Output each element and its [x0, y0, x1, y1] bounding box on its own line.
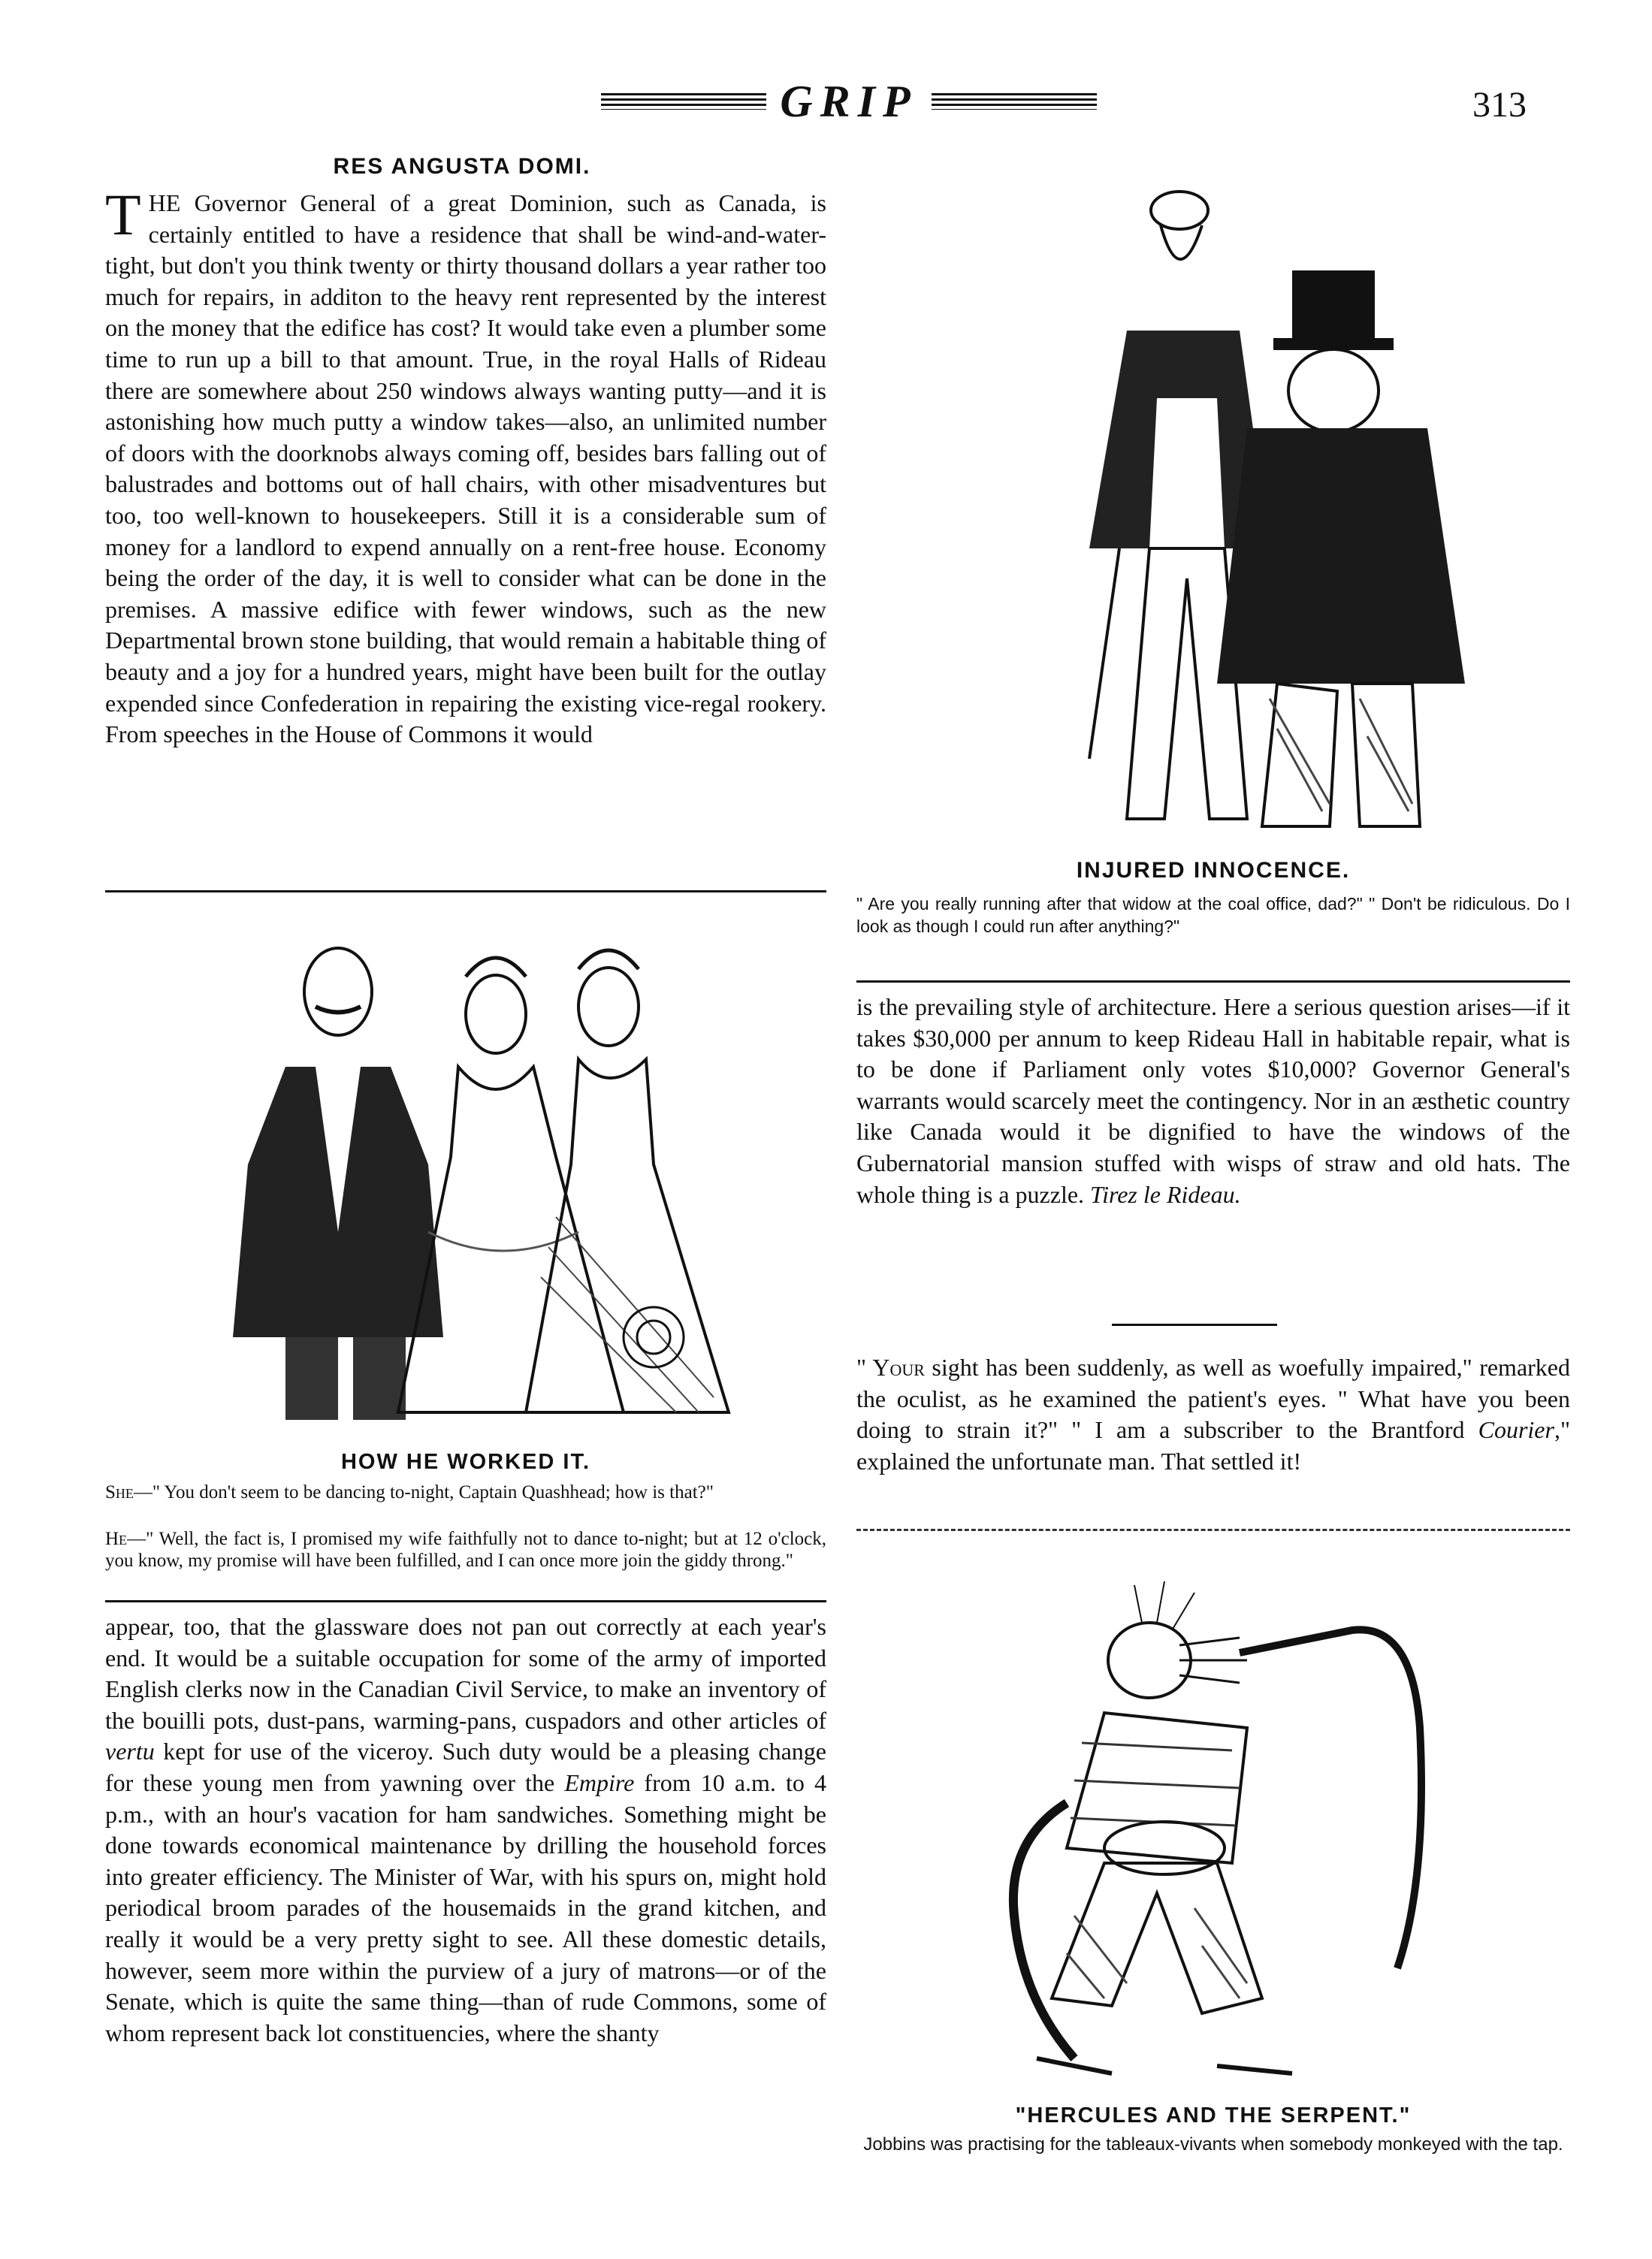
section-divider — [1112, 1324, 1277, 1326]
injured-innocence-caption: " Are you really running after that widow at the coal office, dad?" " Don't be ridiculous. Do I look as though I could run after anything?" — [856, 894, 1570, 936]
column-rule — [105, 890, 826, 892]
column-rule — [856, 980, 1570, 983]
empire-word: Empire — [564, 1768, 635, 1796]
article-para-1-text: HE Governor General of a great Dominion, such as Canada, is certainly entitled to have a residence that shall be wind-and-water-tight, but don't you think twenty or thirty thousand dollars a year rather too much for repairs, in additon to the heavy rent represented by the interest on the money that the edifice has cost? It would take even a plumber some time to run up a bill to that amount. True, in the royal Halls of Rideau there are somewhere about 250 windows always wanting putty—and it is astonishing how much putty a window takes—also, an unlimited number of doors with the doorknobs always coming off, besides bars falling out of balustrades and bottoms out of hall chairs, with other misadventures but too, too well-known to housekeepers. Still it is a considerable sum of money for a landlord to expend annually on a rent-free house. Economy being the order of the day, it is well to consider what can be done in the premises. A massive edifice with fewer windows, such as the new Departmental brown stone building, that would remain a habitable thing of beauty and a joy for a hundred years, might have been built for the outlay expended since Confederation in repairing the existing vice-regal rookery. From speeches in the House of Commons it would — [105, 189, 826, 748]
masthead-title: GRIP — [780, 76, 918, 126]
he-label: He — [105, 1529, 128, 1549]
how-he-worked-it-heading: HOW HE WORKED IT. — [340, 1450, 591, 1474]
article-heading: RES ANGUSTA DOMI. — [333, 154, 591, 179]
how-he-worked-it-he — [105, 1528, 826, 1572]
oculist-paragraph — [856, 1352, 1570, 1518]
injured-innocence-heading: INJURED INNOCENCE. — [1076, 858, 1351, 883]
oculist-tail: ," explained the unfortunate man. That settled it! — [856, 1416, 1570, 1475]
he-text: —" Well, the fact is, I promised my wife faithfully not to dance to-night; but at 12 o'clock, you know, my promise will have been fulfilled, and I can once more join the giddy throng." — [105, 1529, 826, 1571]
article-para-1 — [105, 188, 826, 871]
how-he-worked-it-she — [105, 1481, 826, 1503]
article-para-2b: kept for use of the viceroy. Such duty would be a pleasing change for these young men from yawning over the — [105, 1738, 826, 1796]
ballroom-drawing — [203, 917, 804, 1427]
column-rule — [105, 1600, 826, 1602]
column-rule — [856, 1529, 1570, 1531]
illustration-injured-innocence — [977, 158, 1518, 841]
hercules-heading: "HERCULES AND THE SERPENT." — [1015, 2103, 1412, 2128]
hercules-caption: Jobbins was practising for the tableaux-vivants when somebody monkeyed with the tap. — [863, 2134, 1563, 2155]
article-para-2a: appear, too, that the glassware does not pan out correctly at each year's end. It would be a suitable occupation for some of the army of imported English clerks now in the Canadian Civil Service, to make an inventory of the bouilli pots, dust-pans, warming-pans, cuspadors and other articles of — [105, 1613, 826, 1734]
masthead-rule-right — [932, 93, 1097, 110]
oculist-text: sight has been suddenly, as well as woefully impaired," remarked the oculist, as he examined the patient's eyes. " What have you been doing to strain it?" " I am a subscriber to the Brantford — [856, 1354, 1570, 1444]
page-number: 313 — [1472, 85, 1527, 125]
masthead-rule-left — [601, 93, 766, 110]
hercules-drawing — [992, 1578, 1518, 2096]
article-para-2 — [105, 1611, 826, 2175]
article-signoff: Tirez le Rideau. — [1090, 1180, 1241, 1208]
courier-word: Courier — [1478, 1416, 1554, 1444]
vertu-word: vertu — [105, 1738, 155, 1765]
oculist-lead: " Your — [856, 1354, 925, 1381]
drop-cap: T — [105, 188, 141, 247]
illustration-hercules — [992, 1578, 1518, 2096]
she-label: She — [105, 1482, 134, 1502]
article-para-3 — [856, 992, 1570, 1281]
illustration-how-he-worked-it — [203, 917, 804, 1427]
masthead — [601, 68, 1097, 135]
she-text: —" You don't seem to be dancing to-night, Captain Quashhead; how is that?" — [133, 1482, 714, 1502]
article-para-2c: from 10 a.m. to 4 p.m., with an hour's vacation for ham sandwiches. Something might be done towards economical maintenance by drilling the household forces into greater efficiency. The Minister of War, with his spurs on, might hold periodical broom parades of the housemaids in the grand kitchen, and really it would be a very pretty sight to see. All these domestic details, however, seem more within the purview of a jury of matrons—or of the Senate, which is quite the same thing—than of rude Commons, some of whom represent back lot constituencies, where the shanty — [105, 1768, 826, 2046]
article-para-3-text: is the prevailing style of architecture. Here a serious question arises—if it takes $30,000 per annum to keep Rideau Hall in habitable repair, what is to be done if Parliament only votes $10,000? Governor General's warrants would scarcely meet the contingency. Nor in an æsthetic country like Canada would it be dignified to have the windows of the Gubernatorial mansion stuffed with wisps of straw and old hats. The whole thing is a puzzle. — [856, 993, 1570, 1208]
father-son-drawing — [977, 158, 1518, 841]
